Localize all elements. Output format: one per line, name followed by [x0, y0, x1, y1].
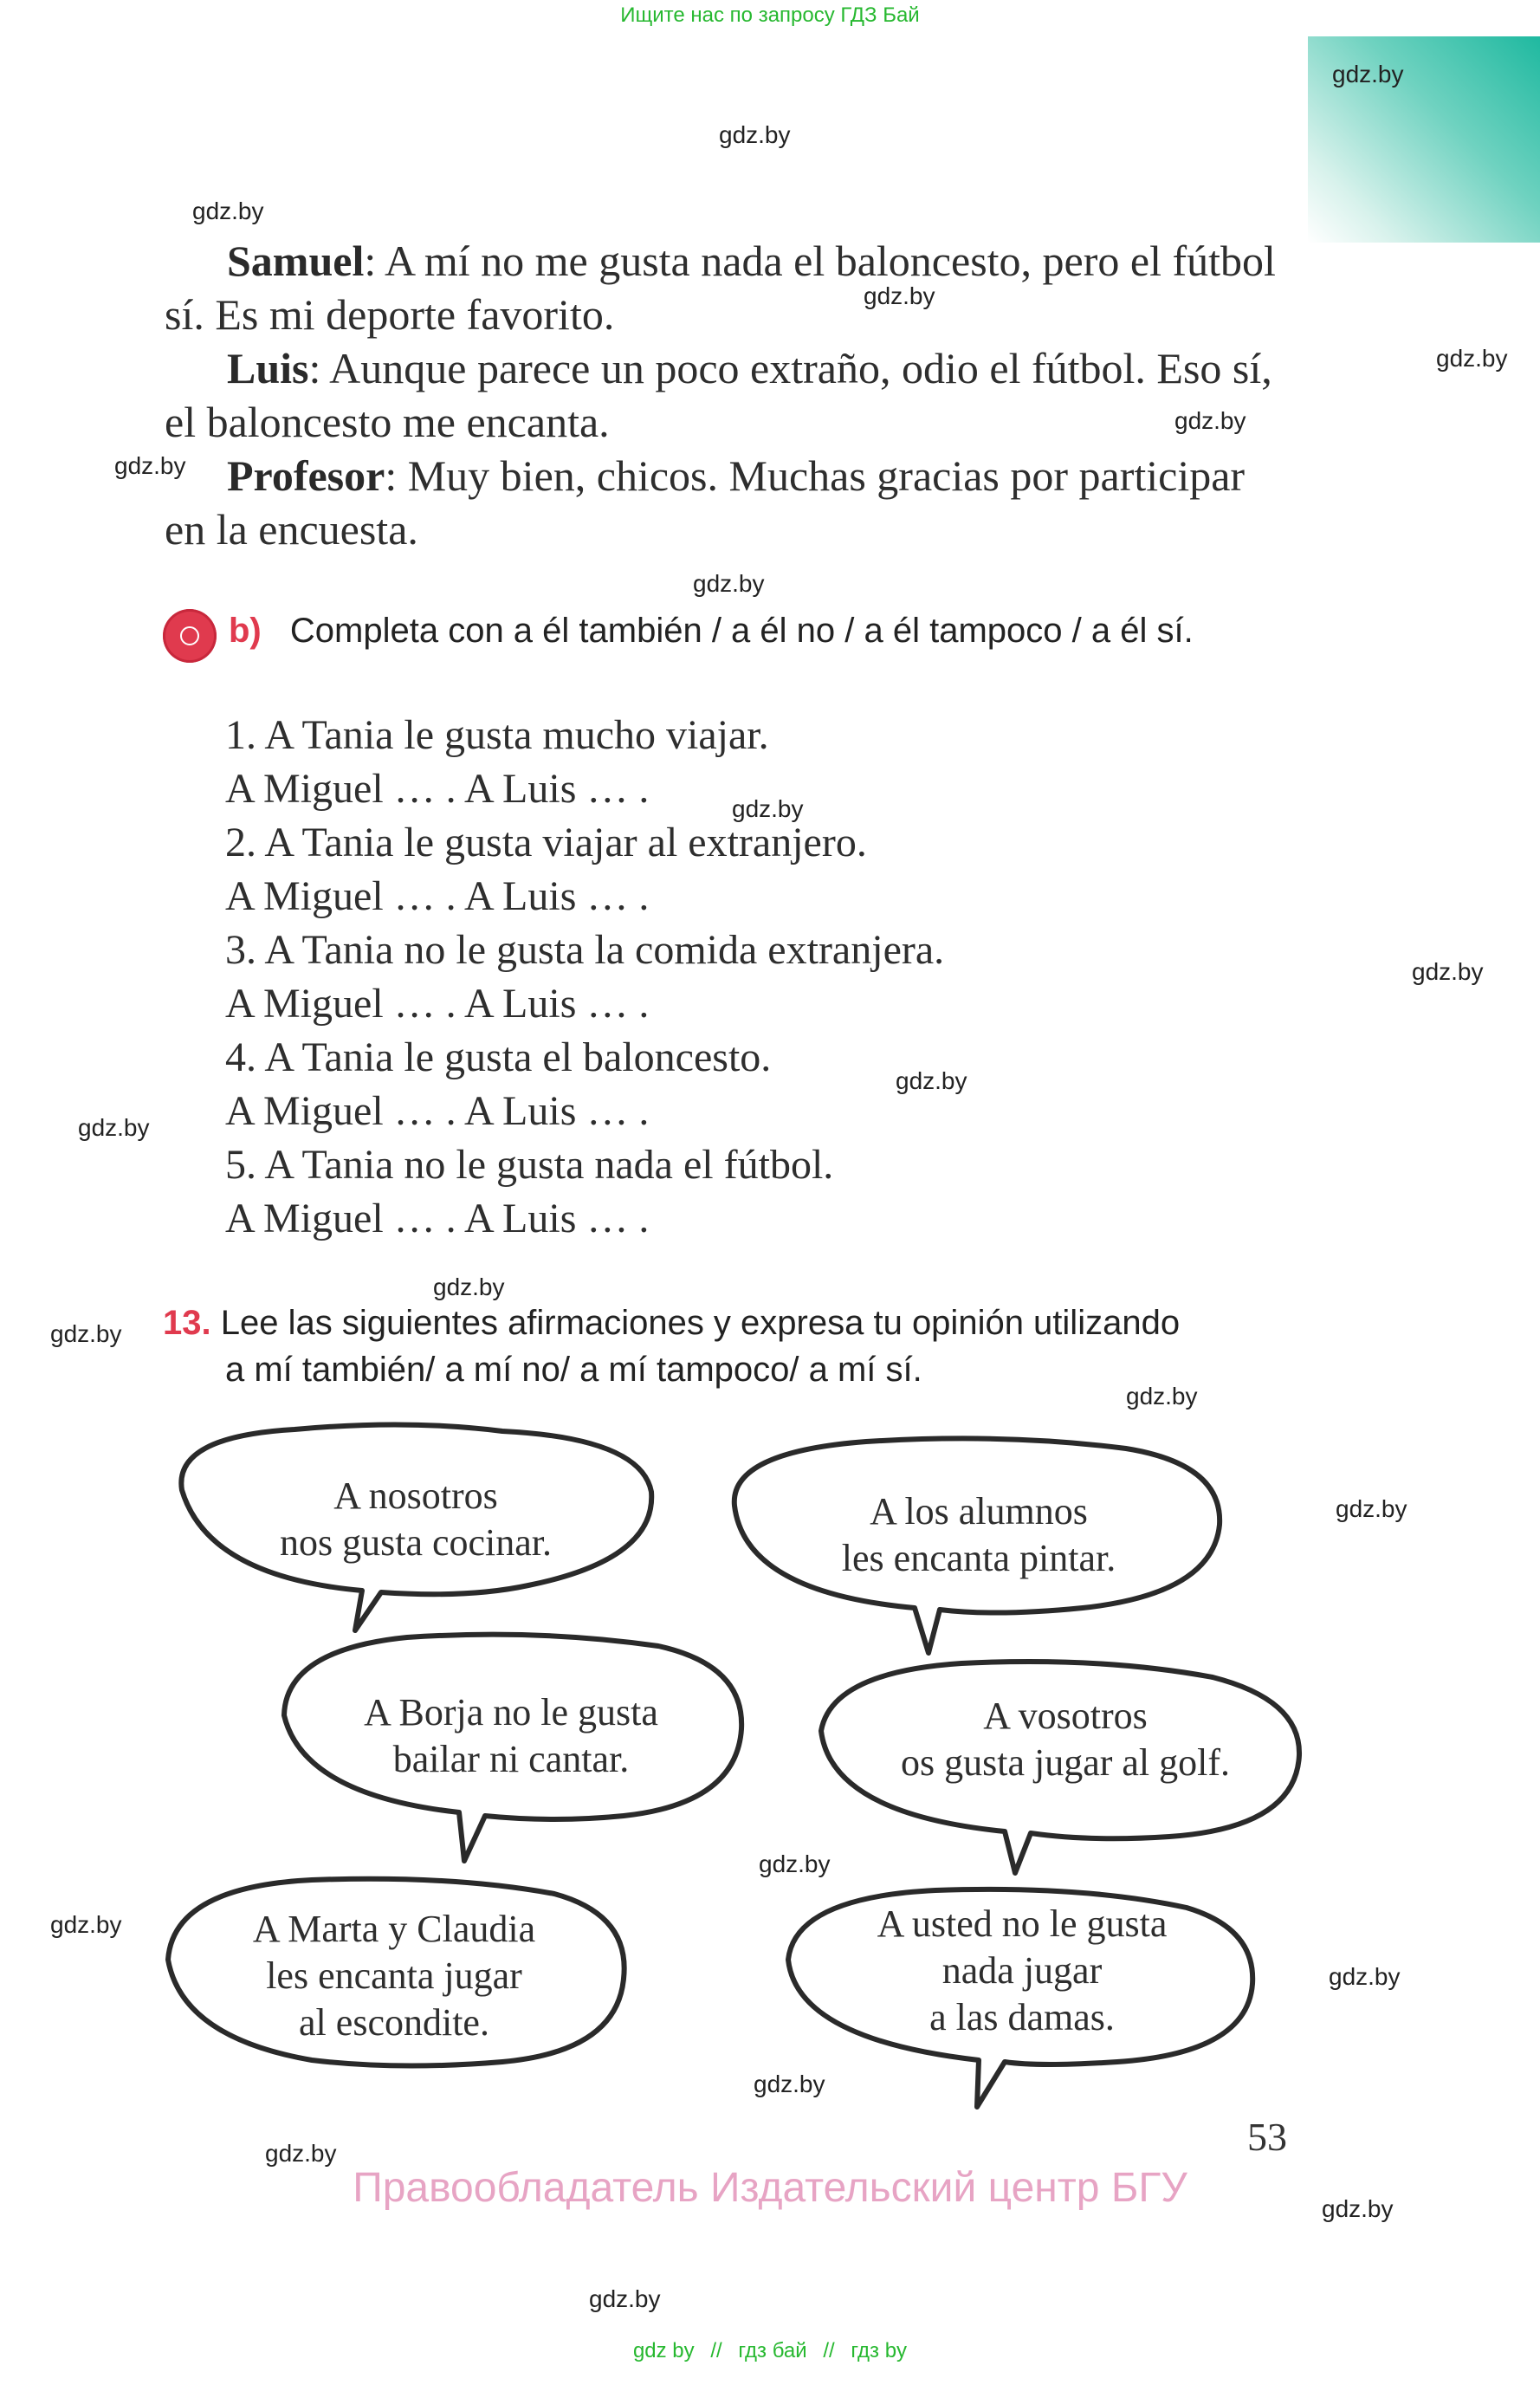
bottom-links [0, 2339, 1540, 2363]
watermark: gdz.by [1332, 61, 1404, 87]
bubble-line: nada jugar [941, 1949, 1103, 1992]
speaker-name: Profesor [227, 451, 385, 500]
watermark: gdz.by [1174, 407, 1246, 434]
watermark: gdz.by [1322, 2195, 1394, 2222]
watermark: gdz.by [192, 198, 264, 224]
watermark: gdz.by [50, 1320, 122, 1347]
speech-bubble-text [329, 1689, 693, 1783]
bubble-line: les encanta pintar. [841, 1537, 1116, 1579]
dialogue-text: sí. Es mi deporte favorito. [165, 290, 615, 339]
bubble-line: bailar ni cantar. [392, 1738, 630, 1780]
speaker-name: Luis [227, 344, 309, 392]
task-label: b) [229, 612, 262, 650]
watermark: gdz.by [896, 1067, 967, 1094]
exercise-line: A Miguel … . A Luis … . [225, 1088, 650, 1134]
speech-bubble-text [831, 1901, 1213, 2041]
bubble-line: A Borja no le gusta [364, 1691, 658, 1734]
footer-link[interactable]: гдз by [851, 2339, 908, 2362]
watermark: gdz.by [78, 1114, 150, 1141]
exercise-line: 3. A Tania no le gusta la comida extranjera. [225, 927, 945, 973]
bubble-line: a las damas. [929, 1996, 1115, 2038]
bubble-line: os gusta jugar al golf. [900, 1741, 1231, 1784]
task-number: 13. [163, 1304, 211, 1342]
watermark: gdz.by [1412, 958, 1484, 985]
watermark: gdz.by [433, 1274, 505, 1300]
task-text: Completa con a él también / a él no / a él tampoco / a él sí. [289, 612, 1194, 650]
watermark: gdz.by [265, 2140, 337, 2167]
footer-link[interactable]: гдз бай [738, 2339, 807, 2362]
bubble-line: al escondite. [299, 2001, 489, 2044]
exercise-line: A Miguel … . A Luis … . [225, 981, 650, 1027]
bubble-line: A usted no le gusta [877, 1902, 1168, 1945]
watermark: gdz.by [732, 795, 804, 822]
speech-bubble-text [234, 1473, 598, 1566]
dialogue-text: : Aunque parece un poco extraño, odio el fútbol. Eso sí, [308, 344, 1272, 392]
search-hint[interactable]: Ищите нас по запросу ГДЗ Бай [620, 3, 920, 27]
watermark: gdz.by [719, 121, 791, 148]
watermark: gdz.by [114, 452, 186, 479]
bubble-line: A vosotros [983, 1695, 1148, 1737]
exercise-line: 2. A Tania le gusta viajar al extranjero. [225, 820, 867, 865]
footer-link[interactable]: gdz by [632, 2339, 695, 2362]
watermark: gdz.by [759, 1850, 831, 1877]
bubble-line: A nosotros [333, 1474, 498, 1517]
exercise-line: 1. A Tania le gusta mucho viajar. [225, 712, 769, 758]
task-text: Lee las siguientes afirmaciones y expresa tu opinión utilizando [220, 1304, 1181, 1342]
task-text: a mí también/ a mí no/ a mí tampoco/ a mí sí. [225, 1351, 922, 1389]
bubble-line: A los alumnos [870, 1490, 1088, 1533]
watermark: gdz.by [1436, 345, 1508, 372]
exercise-line: 4. A Tania le gusta el baloncesto. [225, 1034, 772, 1080]
speech-bubble-text [875, 1693, 1256, 1786]
exercise-line: A Miguel … . A Luis … . [225, 766, 650, 812]
exercise-line: A Miguel … . A Luis … . [225, 1196, 650, 1241]
speech-bubble-text [212, 1906, 576, 2046]
copyright-notice: Правообладатель Издательский центр БГУ [353, 2165, 1187, 2211]
separator: // [710, 2339, 722, 2362]
watermark: gdz.by [693, 570, 765, 597]
bubble-line: A Marta y Claudia [252, 1908, 536, 1950]
speaker-name: Samuel [227, 237, 365, 285]
watermark: gdz.by [754, 2071, 825, 2097]
speech-bubble-text [797, 1488, 1161, 1582]
dialogue-text: : Muy bien, chicos. Muchas gracias por participar [385, 451, 1246, 500]
watermark: gdz.by [1126, 1383, 1198, 1410]
page-number: 53 [1247, 2115, 1287, 2159]
exercise-line: 5. A Tania no le gusta nada el fútbol. [225, 1142, 834, 1188]
exercise-line: A Miguel … . A Luis … . [225, 873, 650, 919]
separator: // [823, 2339, 835, 2362]
dialogue-text: en la encuesta. [165, 505, 418, 554]
dialogue-text: : A mí no me gusta nada el baloncesto, pero el fútbol [364, 237, 1276, 285]
dialogue-text: el baloncesto me encanta. [165, 398, 610, 446]
bubble-line: nos gusta cocinar. [279, 1521, 553, 1564]
watermark: gdz.by [1329, 1963, 1401, 1990]
bubble-line: les encanta jugar [266, 1954, 522, 1997]
watermark: gdz.by [864, 282, 935, 309]
watermark: gdz.by [50, 1911, 122, 1938]
watermark: gdz.by [1336, 1495, 1407, 1522]
watermark: gdz.by [589, 2285, 661, 2312]
